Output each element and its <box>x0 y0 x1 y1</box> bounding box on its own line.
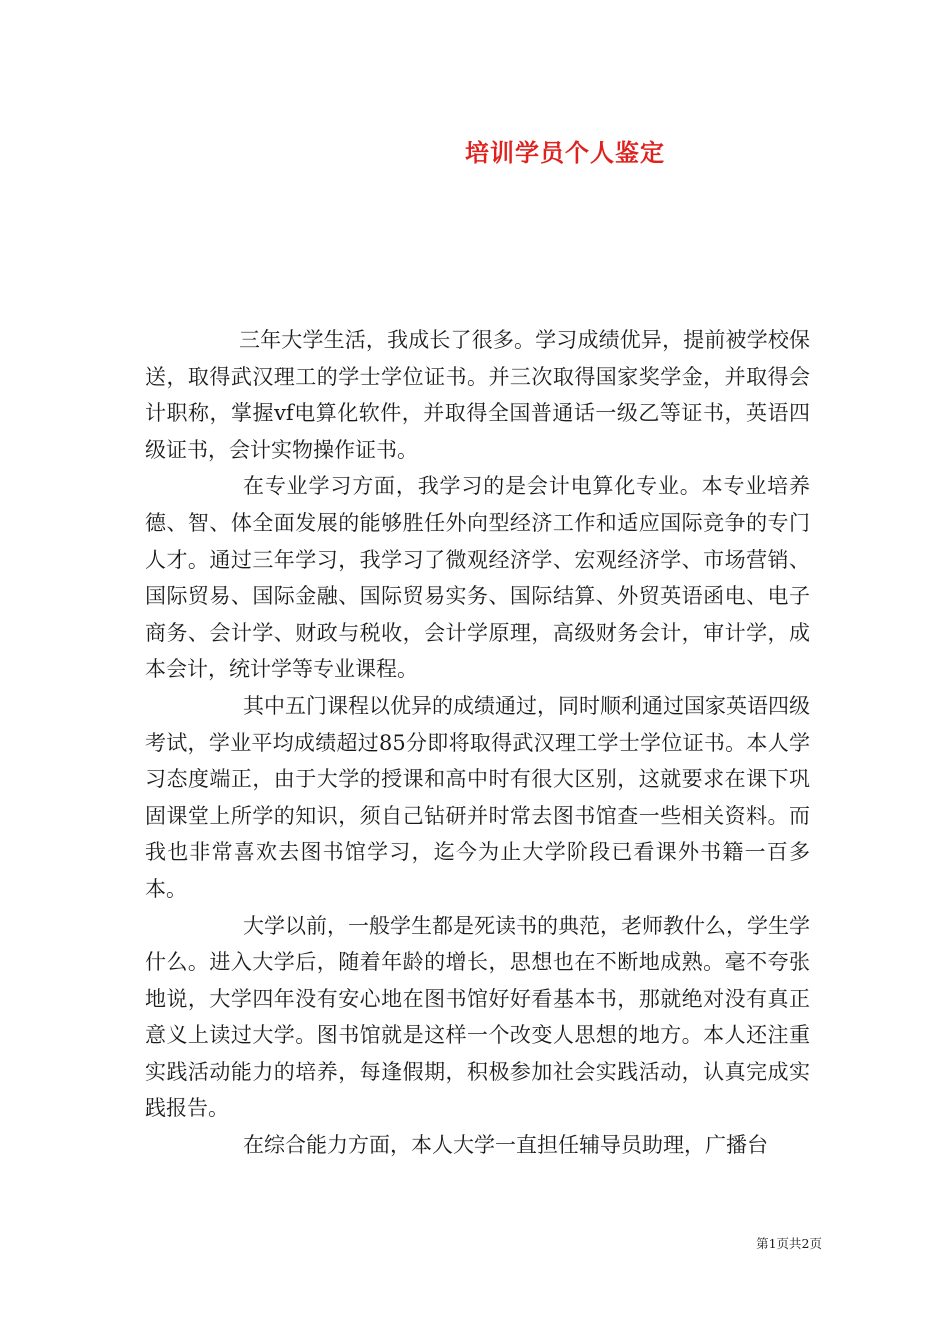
document-title: 培训学员个人鉴定 <box>465 138 665 167</box>
paragraph-3: 其中五门课程以优异的成绩通过，同时顺利通过国家英语四级考试，学业平均成绩超过85分即将取得武汉理工学士学位证书。本人学习态度端正，由于大学的授课和高中时有很大区别，这就要求在课下巩固课堂上所学的知识，须自己钻研并时常去图书馆查一些相关资料。而我也非常喜欢去图书馆学习，迄今为止大学阶段已看课外书籍一百多本。 <box>145 693 810 901</box>
paragraph-5: 在综合能力方面，本人大学一直担任辅导员助理，广播台 <box>243 1133 768 1158</box>
page-number-footer: 第1页共2页 <box>756 1236 822 1251</box>
paragraph-4: 大学以前，一般学生都是死读书的典范，老师教什么，学生学什么。进入大学后，随着年龄的增长，思想也在不断地成熟。毫不夸张地说，大学四年没有安心地在图书馆好好看基本书，那就绝对没有真正意义上读过大学。图书馆就是这样一个改变人思想的地方。本人还注重实践活动能力的培养，每逢假期，积极参加社会实践活动，认真完成实践报告。 <box>145 913 810 1121</box>
paragraph-2: 在专业学习方面，我学习的是会计电算化专业。本专业培养德、智、体全面发展的能够胜任外向型经济工作和适应国际竞争的专门人才。通过三年学习，我学习了微观经济学、宏观经济学、市场营销、国际贸易、国际金融、国际贸易实务、国际结算、外贸英语函电、电子商务、会计学、财政与税收，会计学原理，高级财务会计，审计学，成本会计，统计学等专业课程。 <box>145 474 810 682</box>
document-body <box>145 322 810 1164</box>
paragraph-1: 三年大学生活，我成长了很多。学习成绩优异，提前被学校保送，取得武汉理工的学士学位证书。并三次取得国家奖学金，并取得会计职称，掌握vf电算化软件，并取得全国普通话一级乙等证书，英语四级证书，会计实物操作证书。 <box>145 328 810 462</box>
